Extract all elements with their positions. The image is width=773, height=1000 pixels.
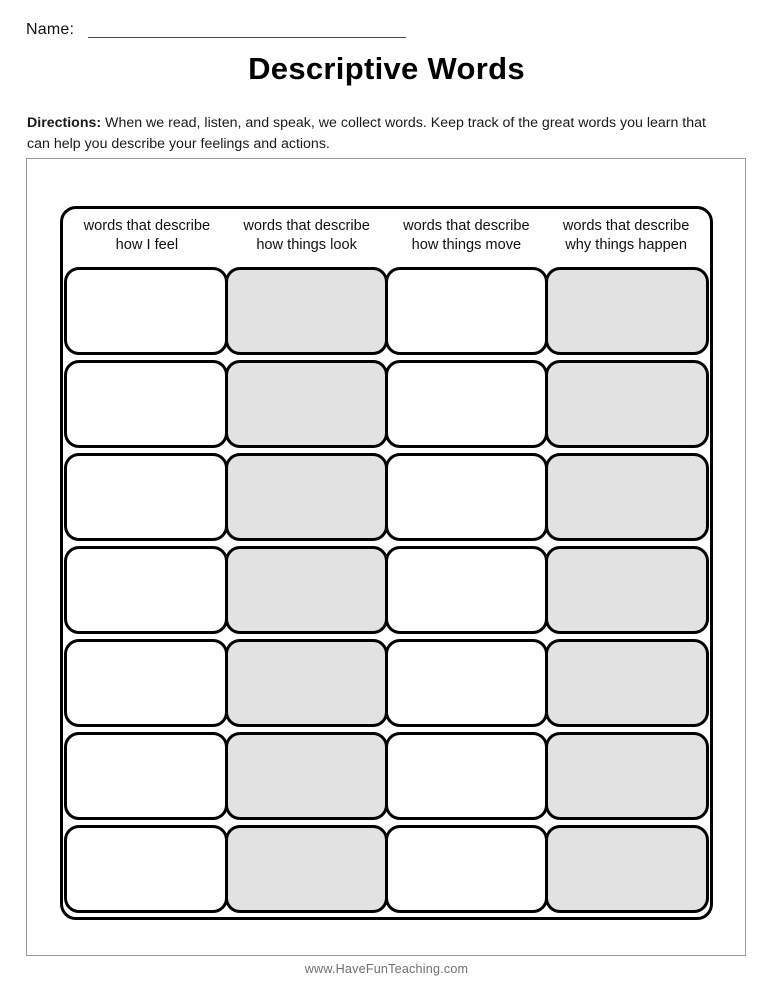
name-field-row — [26, 22, 406, 38]
column-header-line-1: words that describe — [243, 218, 370, 234]
answer-cell[interactable] — [385, 360, 548, 448]
answer-cell[interactable] — [225, 732, 388, 820]
footer-url: www.HaveFunTeaching.com — [304, 962, 469, 976]
answer-cell[interactable] — [225, 453, 388, 541]
answer-cell[interactable] — [64, 825, 227, 913]
table-row — [66, 267, 707, 360]
page-title: Descriptive Words — [248, 51, 525, 86]
descriptive-words-table — [60, 206, 713, 920]
column-header-line-1: words that describe — [403, 218, 530, 234]
answer-cell[interactable] — [545, 546, 708, 634]
answer-cell[interactable] — [545, 639, 708, 727]
column-header-how-things-look — [227, 217, 387, 267]
table-row — [66, 639, 707, 732]
answer-cell[interactable] — [225, 360, 388, 448]
column-header-how-i-feel — [67, 217, 227, 267]
column-header-line-1: words that describe — [562, 218, 690, 234]
answer-cell[interactable] — [385, 639, 548, 727]
table-row — [66, 360, 707, 453]
answer-cell[interactable] — [385, 546, 548, 634]
answer-cell[interactable] — [64, 267, 227, 355]
column-header-how-things-move — [387, 217, 547, 267]
table-row — [66, 453, 707, 546]
table-row — [66, 546, 707, 639]
table-column-headers — [63, 209, 710, 267]
table-row — [66, 732, 707, 825]
answer-cell[interactable] — [385, 453, 548, 541]
answer-cell[interactable] — [225, 639, 388, 727]
directions — [27, 113, 727, 155]
name-label: Name: — [26, 21, 75, 38]
answer-cell[interactable] — [545, 360, 708, 448]
answer-cell[interactable] — [545, 732, 708, 820]
answer-cell[interactable] — [64, 732, 227, 820]
answer-cell[interactable] — [545, 453, 708, 541]
name-write-in-line[interactable] — [88, 24, 406, 38]
column-header-line-2: how things move — [411, 237, 522, 254]
answer-cell[interactable] — [545, 825, 708, 913]
answer-cell[interactable] — [545, 267, 708, 355]
answer-cell[interactable] — [385, 267, 548, 355]
column-header-line-1: words that describe — [83, 218, 211, 234]
column-header-why-things-happen — [546, 217, 706, 267]
answer-cell[interactable] — [385, 732, 548, 820]
answer-cell[interactable] — [385, 825, 548, 913]
answer-cell[interactable] — [64, 546, 227, 634]
directions-label: Directions: — [27, 115, 102, 131]
column-header-line-2: how things look — [256, 237, 357, 254]
column-header-line-2: how I feel — [115, 237, 179, 254]
answer-cell[interactable] — [225, 546, 388, 634]
directions-text: When we read, listen, and speak, we collect words. Keep track of the great words you learn that can help you describe your feelings and actions. — [27, 115, 706, 153]
table-body — [63, 267, 710, 922]
answer-cell[interactable] — [64, 639, 227, 727]
table-row — [66, 825, 707, 918]
answer-cell[interactable] — [225, 825, 388, 913]
answer-cell[interactable] — [64, 453, 227, 541]
answer-cell[interactable] — [225, 267, 388, 355]
answer-cell[interactable] — [64, 360, 227, 448]
column-header-line-2: why things happen — [565, 237, 687, 254]
